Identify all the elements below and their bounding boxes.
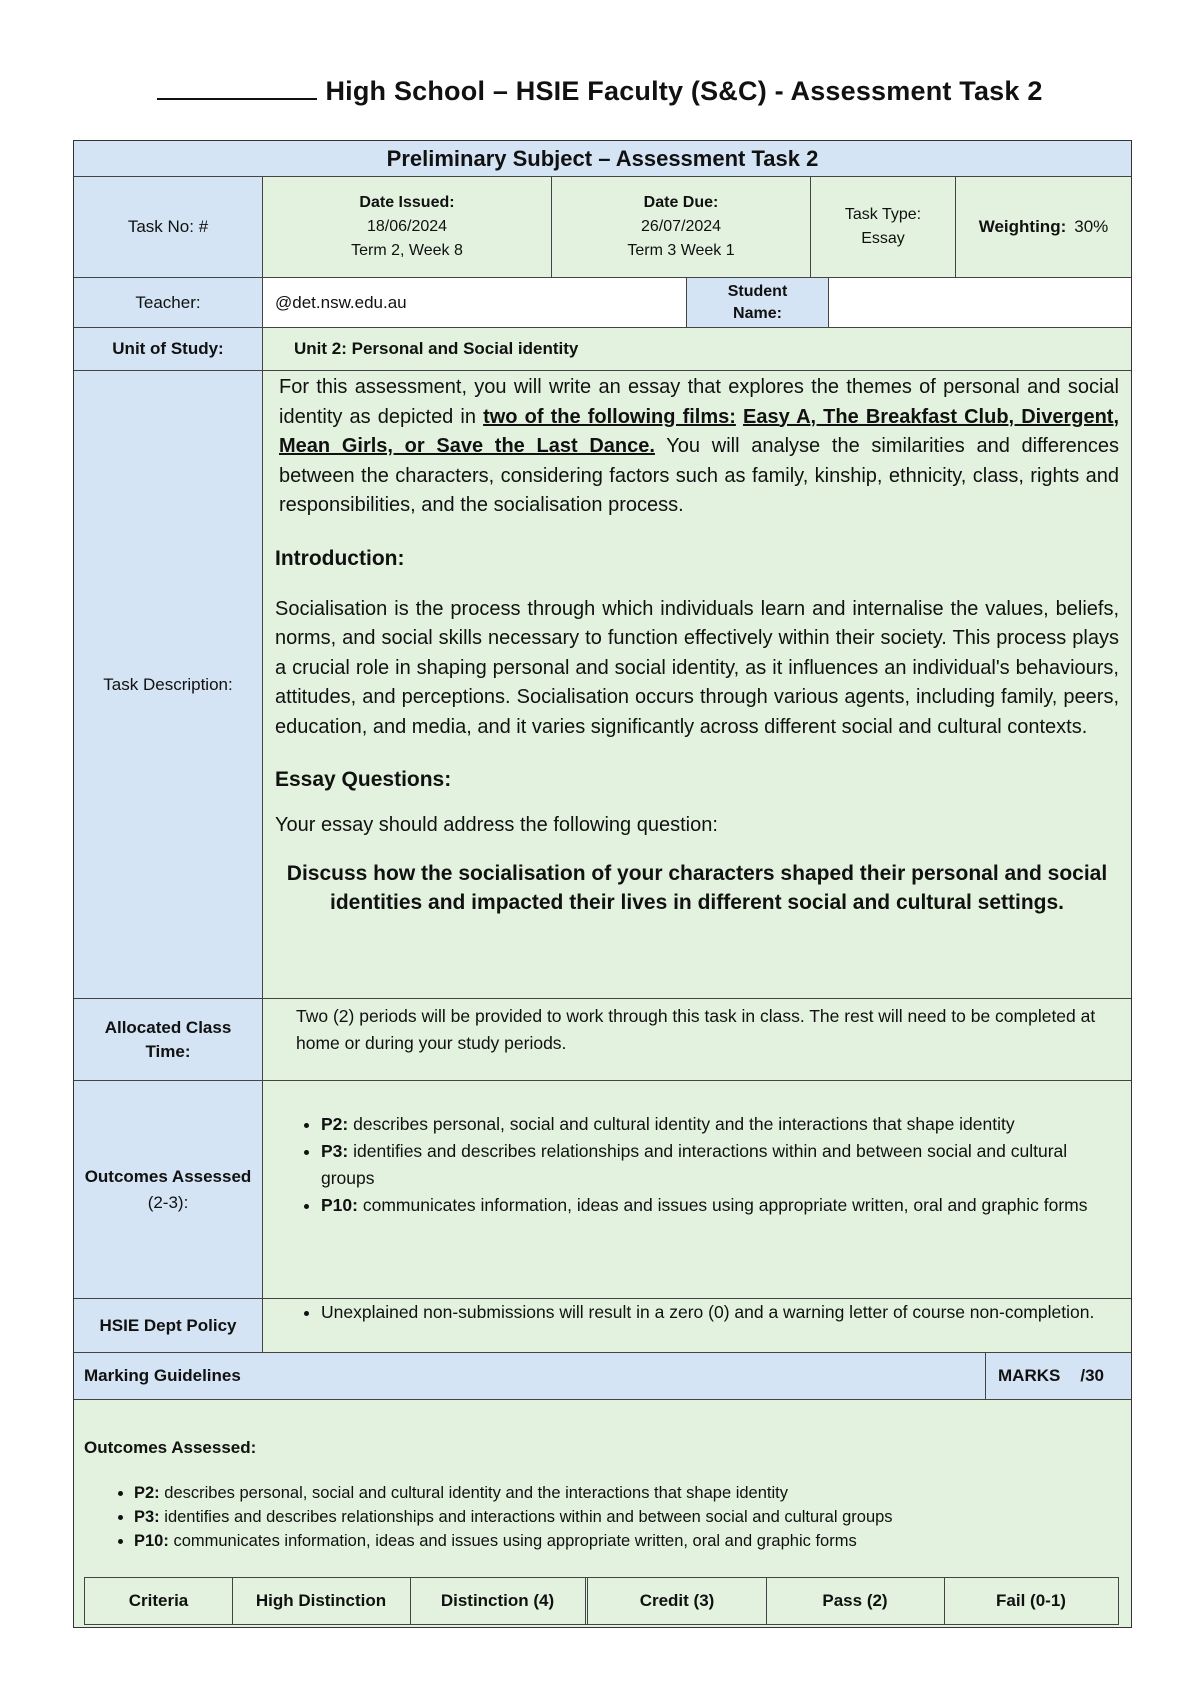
task-no: Task No: # [127, 217, 209, 236]
policy-label-cell [74, 1299, 263, 1353]
marking-outcome-item: • P3: identifies and describes relationships and interactions within and between social and cultural groups [134, 1505, 1134, 1529]
outcomes-list-cell [263, 1081, 1131, 1299]
banner-title: Preliminary Subject – Assessment Task 2 [386, 145, 819, 171]
student-label-1: Student [727, 282, 788, 300]
criteria-header-credit: Credit (3) [588, 1578, 767, 1624]
criteria-header-high-distinction: High Distinction [232, 1578, 411, 1624]
criteria-header-distinction: Distinction (4) [410, 1578, 588, 1624]
marking-guidelines-label: Marking Guidelines [84, 1366, 241, 1385]
unit-label-cell [74, 328, 263, 371]
policy-text-cell [263, 1299, 1131, 1353]
marking-guidelines-header [74, 1353, 986, 1400]
essay-questions-heading: Essay Questions: [275, 768, 452, 791]
unit-value: Unit 2: Personal and Social identity [294, 339, 579, 358]
task-description-label-cell [74, 371, 263, 999]
introduction-heading: Introduction: [275, 546, 405, 570]
task-type-cell [811, 177, 956, 278]
films-list: Easy A, The Breakfast Club, Divergent, Mean Girls, or Save the Last Dance. [279, 405, 1120, 457]
weighting-cell [956, 177, 1131, 278]
weighting-value: 30% [1074, 217, 1109, 236]
criteria-header-fail: Fail (0-1) [996, 1591, 1066, 1610]
task-no-cell [74, 177, 263, 278]
marks-label: MARKS [998, 1366, 1061, 1385]
outcome-item: • P10: communicates information, ideas and issues using appropriate written, oral and graphic forms [321, 1192, 1101, 1219]
outcome-item: • P2: describes personal, social and cultural identity and the interactions that shape identity [321, 1111, 1101, 1138]
task-type-value: Essay [861, 230, 905, 247]
assessment-sheet [73, 140, 1132, 1628]
marking-outcome-item: • P2: describes personal, social and cultural identity and the interactions that shape identity [134, 1481, 1134, 1505]
student-label-cell [687, 278, 829, 328]
date-due-term: Term 3 Week 1 [627, 242, 735, 259]
date-issued-term: Term 2, Week 8 [351, 242, 463, 259]
teacher-email: @det.nsw.edu.au [275, 292, 407, 312]
class-time-label-1: Allocated Class [104, 1017, 232, 1037]
essay-question: Discuss how the socialisation of your characters shaped their personal and social identities and impacted their lives in different social and cultural settings. [286, 862, 1108, 914]
criteria-table-header [84, 1577, 1119, 1625]
task-type-label: Task Type: [844, 206, 922, 223]
marks-total: /30 [1080, 1366, 1104, 1385]
date-issued-value: 18/06/2024 [366, 218, 448, 235]
marking-outcomes-list [74, 1481, 1134, 1553]
task-description-label: Task Description: [103, 674, 233, 694]
unit-value-cell [263, 328, 1131, 371]
outcomes-list [283, 1111, 1101, 1219]
teacher-email-cell[interactable] [263, 278, 687, 328]
criteria-header-criteria: Criteria [85, 1578, 233, 1624]
class-time-text: Two (2) periods will be provided to work through this task in class. The rest will need to be completed at home or during your study periods. [263, 999, 1131, 1081]
marks-cell [986, 1353, 1131, 1400]
date-issued-cell [263, 177, 552, 278]
page-title: High School – HSIE Faculty (S&C) - Assessment Task 2 [0, 74, 1200, 107]
outcomes-label-1: Outcomes Assessed [84, 1166, 252, 1186]
outcomes-label-2: (2-3): [147, 1192, 189, 1212]
date-issued-label: Date Issued: [359, 194, 455, 211]
policy-list [283, 1299, 1101, 1326]
marking-outcome-item: • P10: communicates information, ideas and issues using appropriate written, oral and graphic forms [134, 1529, 1134, 1553]
banner [74, 141, 1131, 177]
introduction-text: Socialisation is the process through which individuals learn and internalise the values, beliefs, norms, and social skills necessary to function effectively within their society. This process plays a crucial role in shaping personal and social identity, as it influences an individual's behaviours, attitudes, and perceptions. Socialisation occurs through various agents, including family, peers, education, and media, and it varies significantly across different social and cultural contexts. [275, 597, 1119, 738]
films-lead: two of the following films: [483, 405, 736, 428]
student-name-field[interactable] [829, 278, 1131, 328]
teacher-label-cell [74, 278, 263, 328]
task-description-paragraph: For this assessment, you will write an essay that explores the themes of personal and social identity as depicted in two of the following films: Easy A, The Breakfast Club, Divergent, Mean Girls, or Save the Last Dance. You will analyse the similarities and differences between the characters, considering factors such as family, kinship, ethnicity, class, rights and responsibilities, and the socialisation process. [279, 376, 1120, 516]
student-label-2: Name: [733, 304, 782, 322]
policy-label: HSIE Dept Policy [99, 1315, 237, 1335]
date-due-value: 26/07/2024 [640, 218, 722, 235]
class-time-label-2: Time: [145, 1041, 191, 1061]
outcome-item: • P3: identifies and describes relationships and interactions within and between social and cultural groups [321, 1138, 1101, 1192]
outcomes-label-cell [74, 1081, 263, 1299]
unit-label: Unit of Study: [112, 339, 224, 358]
date-due-label: Date Due: [643, 194, 719, 211]
marking-outcomes-heading: Outcomes Assessed: [84, 1438, 257, 1457]
weighting-label: Weighting: [978, 217, 1067, 236]
policy-item: • Unexplained non-submissions will result in a zero (0) and a warning letter of course non-completion. [321, 1299, 1101, 1326]
teacher-label: Teacher: [135, 292, 201, 312]
school-name-blank [157, 74, 317, 100]
class-time-label-cell [74, 999, 263, 1081]
marking-outcomes [74, 1400, 1131, 1570]
essay-questions-lead: Your essay should address the following question: [275, 814, 718, 836]
criteria-header-pass: Pass (2) [766, 1578, 945, 1624]
task-description-body [263, 371, 1131, 999]
date-due-cell [552, 177, 811, 278]
